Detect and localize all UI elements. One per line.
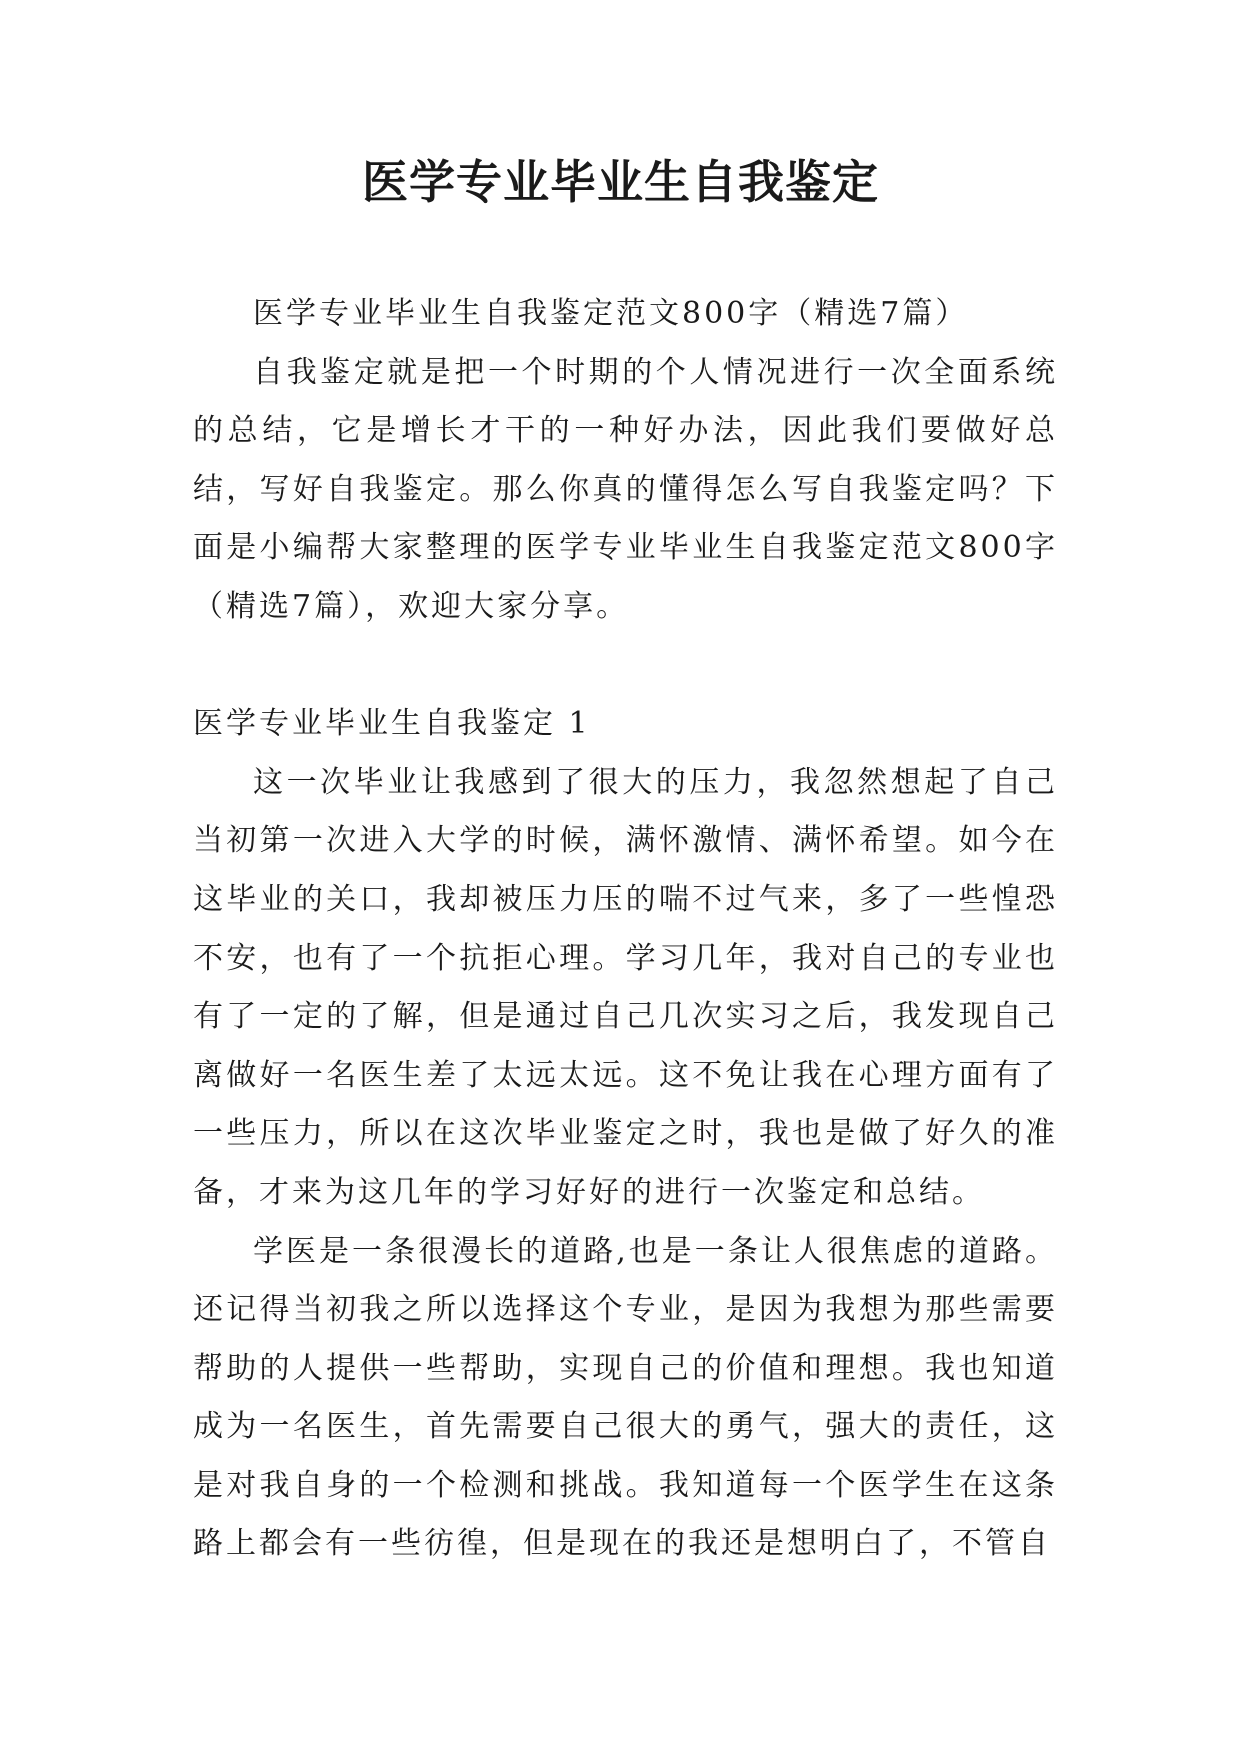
body-paragraph: 这一次毕业让我感到了很大的压力，我忽然想起了自己当初第一次进入大学的时候，满怀激情、满怀希望。如今在这毕业的关口，我却被压力压的喘不过气来，多了一些惶恐不安，也有了一个抗拒心理。学习几年，我对自己的专业也有了一定的了解，但是通过自己几次实习之后，我发现自己离做好一名医生差了太远太远。这不免让我在心理方面有了一些压力，所以在这次毕业鉴定之时，我也是做了好久的准备，才来为这几年的学习好好的进行一次鉴定和总结。 — [193, 764, 1058, 1210]
section-heading: 医学专业毕业生自我鉴定 1 — [193, 706, 591, 742]
document-title: 医学专业毕业生自我鉴定 — [362, 155, 879, 209]
body-paragraph: 学医是一条很漫长的道路,也是一条让人很焦虑的道路。还记得当初我之所以选择这个专业，是因为我想为那些需要帮助的人提供一些帮助，实现自己的价值和理想。我也知道成为一名医生，首先需要自己很大的勇气，强大的责任，这是对我自身的一个检测和挑战。我知道每一个医学生在这条路上都会有一些彷徨，但是现在的我还是想明白了，不管自 — [193, 1233, 1058, 1562]
paragraph-spacer — [193, 637, 1058, 696]
document-subtitle: 医学专业毕业生自我鉴定范文800字（精选7篇） — [253, 296, 969, 331]
document-body — [193, 285, 1058, 1574]
intro-paragraph: 自我鉴定就是把一个时期的个人情况进行一次全面系统的总结，它是增长才干的一种好办法，因此我们要做好总结，写好自我鉴定。那么你真的懂得怎么写自我鉴定吗？下面是小编帮大家整理的医学专业毕业生自我鉴定范文800字（精选7篇），欢迎大家分享。 — [193, 354, 1058, 624]
